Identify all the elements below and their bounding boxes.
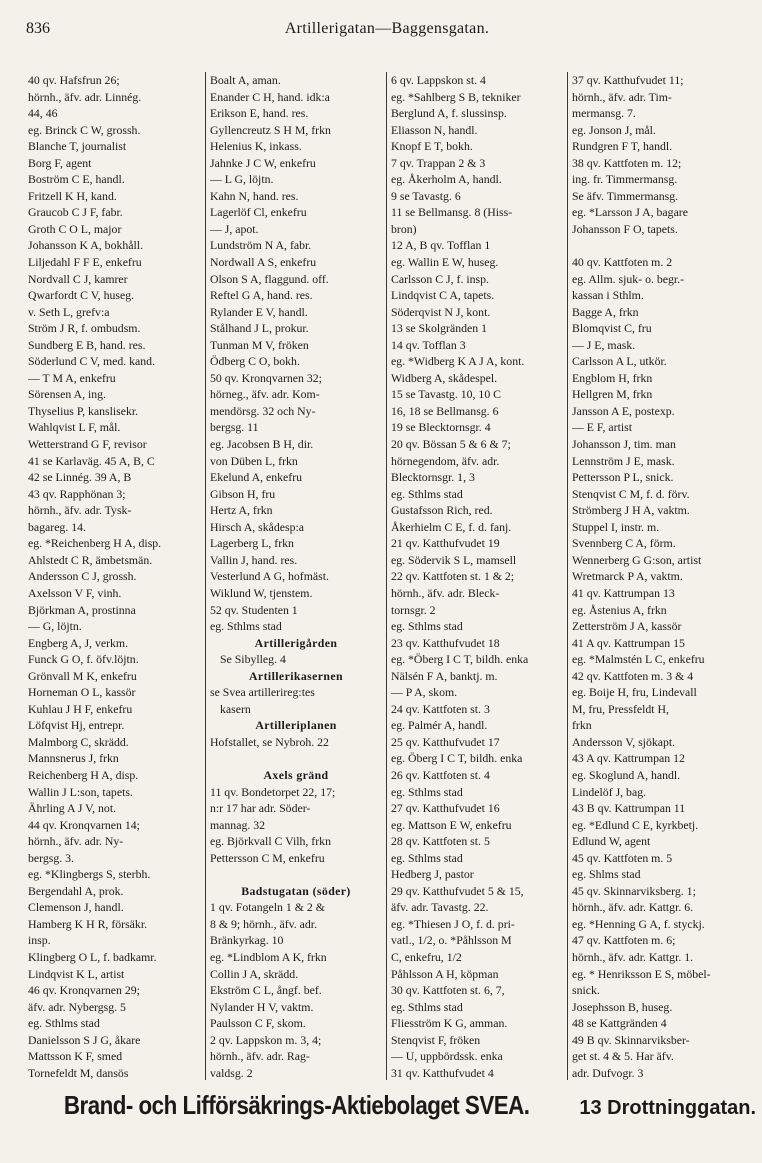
directory-entry: Gyllencreutz S H M, frkn	[210, 122, 331, 137]
directory-entry: 6 qv. Lappskon st. 4	[391, 73, 486, 87]
directory-entry: Mannsnerus J, frkn	[28, 751, 119, 766]
directory-entry: eg. *Thiesen J O, f. d. pri-	[391, 916, 515, 931]
directory-entry: bron)	[391, 221, 417, 236]
directory-entry: 22 qv. Kattfoten st. 1 & 2;	[391, 569, 515, 584]
directory-entry: eg. *Öberg I C T, bildh. enka	[391, 652, 529, 667]
directory-columns	[24, 72, 748, 1080]
directory-entry: vatl., 1/2, o. *Påhlsson M	[391, 933, 512, 948]
directory-entry: eg. *Lindblom A K, frkn	[210, 949, 327, 964]
directory-entry: 21 qv. Katthufvudet 19	[391, 536, 500, 551]
directory-entry: Nälsén F A, banktj. m.	[391, 668, 498, 683]
directory-entry: eg. Sthlms stad	[28, 1016, 100, 1031]
directory-entry: 2 qv. Lappskon m. 3, 4;	[210, 1032, 322, 1047]
directory-entry: Hedberg J, pastor	[391, 867, 474, 882]
directory-entry: eg. Boije H, fru, Lindevall	[572, 685, 697, 700]
directory-entry: Björkman A, prostinna	[28, 602, 136, 617]
directory-entry: Lindqvist C A, tapets.	[391, 288, 495, 303]
directory-entry: eg. Skoglund A, handl.	[572, 767, 681, 782]
directory-entry: 11 qv. Bondetorpet 22, 17;	[210, 784, 336, 799]
directory-entry: Wretmarck P A, vaktm.	[572, 569, 683, 584]
directory-entry: Thyselius P, kanslisekr.	[28, 403, 139, 418]
directory-entry: hörnh., äfv. adr. Kattgr. 1.	[572, 949, 694, 964]
directory-entry: bagareg. 14.	[28, 519, 86, 534]
directory-entry: 30 qv. Kattfoten st. 6, 7,	[391, 983, 505, 998]
directory-entry: Ekström C L, ångf. bef.	[210, 983, 322, 998]
directory-entry: Ährling A J V, not.	[28, 801, 117, 816]
directory-entry: Kuhlau J H F, enkefru	[28, 701, 133, 716]
directory-column-2	[205, 72, 386, 1080]
directory-entry: eg. *Sahlberg S B, tekniker	[391, 89, 521, 104]
directory-entry: — L G, löjtn.	[210, 172, 274, 187]
directory-entry: eg. Palmér A, handl.	[391, 718, 488, 733]
directory-entry: Jahnke J C W, enkefru	[210, 155, 316, 170]
directory-entry: Klingberg O L, f. badkamr.	[28, 949, 157, 964]
directory-entry: 41 se Karlaväg. 45 A, B, C	[28, 453, 155, 468]
street-heading: Badstugatan (söder)	[241, 883, 351, 898]
directory-entry: Strömberg J H A, vaktm.	[572, 503, 690, 518]
directory-entry: — J, apot.	[210, 221, 259, 236]
directory-entry: Stenqvist F, fröken	[391, 1032, 481, 1047]
directory-entry: Clemenson J, handl.	[28, 900, 124, 915]
directory-entry: Graucob C J F, fabr.	[28, 205, 123, 220]
directory-entry: Liljedahl F F E, enkefru	[28, 255, 142, 270]
directory-entry: Helenius K, inkass.	[210, 139, 302, 154]
directory-entry: — E F, artist	[572, 420, 633, 435]
directory-entry: Andersson C J, grossh.	[28, 569, 137, 584]
directory-entry: Fliesström K G, amman.	[391, 1016, 508, 1031]
directory-entry: eg. Sthlms stad	[391, 619, 463, 634]
directory-entry: Hertz A, frkn	[210, 503, 273, 518]
directory-entry: Åkerhielm C E, f. d. fanj.	[391, 519, 512, 534]
directory-entry: Nordwall A S, enkefru	[210, 255, 317, 270]
directory-entry: Nylander H V, vaktm.	[210, 999, 314, 1014]
directory-entry: Lennström J E, mask.	[572, 453, 675, 468]
directory-entry: Nordvall C J, kamrer	[28, 271, 128, 286]
directory-entry: Bergendahl A, prok.	[28, 883, 124, 898]
directory-entry: Edlund W, agent	[572, 834, 651, 849]
directory-entry: 26 qv. Kattfoten st. 4	[391, 767, 490, 782]
directory-entry: Sundberg E B, hand. res.	[28, 337, 146, 352]
directory-entry: Söderqvist N J, kont.	[391, 304, 491, 319]
directory-entry: Gustafsson Rich, red.	[391, 503, 493, 518]
directory-entry: mannag. 32	[210, 817, 266, 832]
directory-entry: 43 qv. Rapphönan 3;	[28, 486, 126, 501]
directory-entry: eg. *Klingbergs S, sterbh.	[28, 867, 151, 882]
street-heading: Artillerigården	[254, 635, 338, 650]
directory-entry: eg. Jacobsen B H, dir.	[210, 437, 314, 452]
directory-entry: Bränkyrkag. 10	[210, 933, 284, 948]
directory-entry: Widberg A, skådespel.	[391, 370, 498, 385]
directory-entry: eg. Brinck C W, grossh.	[28, 122, 141, 137]
directory-entry: 45 qv. Kattfoten m. 5	[572, 850, 673, 865]
directory-entry: Erikson E, hand. res.	[210, 106, 309, 121]
directory-entry: 11 se Bellmansg. 8 (Hiss-	[391, 205, 513, 220]
page-number: 836	[26, 20, 50, 37]
directory-entry: Josephsson B, huseg.	[572, 999, 673, 1014]
directory-entry: Engblom H, frkn	[572, 370, 653, 385]
directory-entry: — P A, skom.	[391, 685, 458, 700]
directory-column-4	[567, 72, 748, 1080]
directory-entry: hörnh., äfv. adr. Bleck-	[391, 585, 500, 600]
directory-entry: von Düben L, frkn	[210, 453, 298, 468]
directory-entry: eg. Sthlms stad	[391, 486, 463, 501]
directory-entry: C, enkefru, 1/2	[391, 949, 462, 964]
directory-entry: Blomqvist C, fru	[572, 321, 652, 336]
directory-entry: eg. *Malmstén L C, enkefru	[572, 652, 705, 667]
directory-entry: mermansg. 7.	[572, 106, 636, 121]
directory-entry: Knopf E T, bokh.	[391, 139, 473, 154]
directory-entry: Blanche T, journalist	[28, 139, 127, 154]
directory-entry: Svennberg C A, förm.	[572, 536, 676, 551]
directory-entry: Andersson V, sjökapt.	[572, 734, 676, 749]
directory-entry	[572, 237, 744, 254]
directory-entry: Ström J R, f. ombudsm.	[28, 321, 141, 336]
directory-entry: valdsg. 2	[210, 1065, 253, 1080]
directory-entry: 42 se Linnég. 39 A, B	[28, 470, 132, 485]
directory-entry: 23 qv. Katthufvudet 18	[391, 635, 500, 650]
directory-entry: tornsgr. 2	[391, 602, 436, 617]
directory-entry: Stålhand J L, prokur.	[210, 321, 309, 336]
directory-entry: 1 qv. Fotangeln 1 & 2 &	[210, 900, 325, 915]
directory-entry: eg. Öberg I C T, bildh. enka	[391, 751, 523, 766]
directory-entry: Hofstallet, se Nybroh. 22	[210, 734, 329, 749]
directory-entry: Se äfv. Timmermansg.	[572, 188, 679, 203]
directory-entry: bergsg. 3.	[28, 850, 74, 865]
directory-entry: 13 se Skolgränden 1	[391, 321, 487, 336]
directory-entry: eg. Wallin E W, huseg.	[391, 255, 499, 270]
street-heading: Axels gränd	[263, 767, 329, 782]
directory-entry: Axelsson V F, vinh.	[28, 585, 122, 600]
directory-entry: eg. Sthlms stad	[210, 619, 282, 634]
directory-entry: M, fru, Pressfeldt H,	[572, 701, 669, 716]
directory-entry: Pettersson P L, snick.	[572, 470, 674, 485]
directory-entry: Eliasson N, handl.	[391, 122, 478, 137]
street-heading: Artillerikasernen	[249, 668, 343, 683]
directory-entry: Zetterström J A, kassör	[572, 619, 682, 634]
directory-entry: 52 qv. Studenten 1	[210, 602, 298, 617]
directory-entry: äfv. adr. Nybergsg. 5	[28, 999, 126, 1014]
directory-entry: v. Seth L, grefv:a	[28, 304, 110, 319]
advertisement-footer	[26, 1090, 757, 1140]
directory-column-1	[24, 72, 205, 1080]
page-title: Artillerigatan—Baggensgatan.	[284, 20, 490, 37]
directory-entry: 40 qv. Hafsfrun 26;	[28, 73, 120, 87]
directory-entry: 40 qv. Kattfoten m. 2	[572, 255, 673, 270]
directory-column-3	[386, 72, 567, 1080]
directory-entry: 47 qv. Kattfoten m. 6;	[572, 933, 676, 948]
directory-entry: Lindqvist K L, artist	[28, 966, 125, 981]
directory-entry: 43 B qv. Kattrumpan 11	[572, 801, 686, 816]
directory-entry: Rylander E V, handl.	[210, 304, 308, 319]
directory-entry: 28 qv. Kattfoten st. 5	[391, 834, 490, 849]
directory-entry: Fritzell K H, kand.	[28, 188, 117, 203]
directory-entry: bergsg. 11	[210, 420, 259, 435]
directory-entry: hörnh., äfv. adr. Tysk-	[28, 503, 132, 518]
directory-entry: 8 & 9; hörnh., äfv. adr.	[210, 916, 318, 931]
directory-entry: eg. Åkerholm A, handl.	[391, 172, 502, 187]
page-header	[26, 18, 748, 42]
directory-entry: hörnh., äfv. adr. Kattgr. 6.	[572, 900, 694, 915]
directory-entry: Lindelöf J, bag.	[572, 784, 647, 799]
directory-entry: Wetterstrand G F, revisor	[28, 437, 147, 452]
directory-entry: eg. * Henriksson E S, möbel-	[572, 966, 711, 981]
directory-entry: Lagerlöf Cl, enkefru	[210, 205, 307, 220]
directory-entry: Wallin J L:son, tapets.	[28, 784, 133, 799]
directory-entry: eg. Shlms stad	[572, 867, 641, 882]
advertisement-address: 13 Drottninggatan.	[579, 1097, 757, 1119]
directory-entry: 14 qv. Tofflan 3	[391, 337, 466, 352]
directory-entry: Johansson K A, bokhåll.	[28, 238, 144, 253]
directory-entry: Horneman O L, kassör	[28, 685, 136, 700]
directory-entry: Wiklund W, tjenstem.	[210, 585, 313, 600]
directory-entry: n:r 17 har adr. Söder-	[210, 801, 311, 816]
directory-entry: Enander C H, hand. idk:a	[210, 89, 330, 104]
directory-entry: — U, uppbördssk. enka	[391, 1049, 503, 1064]
directory-entry: eg. Södervik S L, mamsell	[391, 552, 517, 567]
directory-entry: 15 se Tavastg. 10, 10 C	[391, 387, 502, 402]
directory-entry: Paulsson C F, skom.	[210, 1016, 306, 1031]
directory-entry: 49 B qv. Skinnarviksber-	[572, 1032, 690, 1047]
directory-entry: eg. *Widberg K A J A, kont.	[391, 354, 525, 369]
directory-entry: eg. *Reichenberg H A, disp.	[28, 536, 162, 551]
directory-entry: Olson S A, flaggund. off.	[210, 271, 329, 286]
directory-entry: 46 qv. Kronqvarnen 29;	[28, 983, 140, 998]
directory-entry: 31 qv. Katthufvudet 4	[391, 1065, 494, 1080]
directory-entry: 42 qv. Kattfoten m. 3 & 4	[572, 668, 694, 683]
directory-entry: Stenqvist C M, f. d. förv.	[572, 486, 690, 501]
directory-entry: Söderlund C V, med. kand.	[28, 354, 156, 369]
directory-entry: Collin J A, skrädd.	[210, 966, 299, 981]
directory-entry: 38 qv. Kattfoten m. 12;	[572, 155, 682, 170]
directory-entry	[210, 750, 382, 767]
directory-entry: Tornefeldt M, dansös	[28, 1065, 129, 1080]
directory-entry: 37 qv. Katthufvudet 11;	[572, 73, 684, 87]
directory-entry: Borg F, agent	[28, 155, 92, 170]
directory-entry: 7 qv. Trappan 2 & 3	[391, 155, 486, 170]
directory-entry: se Svea artillerireg:tes	[210, 685, 315, 700]
directory-entry: 27 qv. Katthufvudet 16	[391, 801, 500, 816]
directory-entry: Wennerberg G G:son, artist	[572, 552, 702, 567]
directory-entry: Löfqvist Hj, entrepr.	[28, 718, 125, 733]
directory-entry: mendörsg. 32 och Ny-	[210, 403, 316, 418]
directory-entry: Tunman M V, fröken	[210, 337, 309, 352]
directory-entry: 44 qv. Kronqvarnen 14;	[28, 817, 140, 832]
directory-entry: 48 se Kattgränden 4	[572, 1016, 667, 1031]
directory-entry: get st. 4 & 5. Har äfv.	[572, 1049, 674, 1064]
directory-entry: Rundgren F T, handl.	[572, 139, 673, 154]
directory-entry: — J E, mask.	[572, 337, 636, 352]
directory-entry: Berglund A, f. slussinsp.	[391, 106, 507, 121]
directory-entry: 50 qv. Kronqvarnen 32;	[210, 370, 322, 385]
directory-entry: Johansson J, tim. man	[572, 437, 676, 452]
directory-entry: Grönvall M K, enkefru	[28, 668, 137, 683]
directory-entry: hörnegendom, äfv. adr.	[391, 453, 500, 468]
directory-entry: frkn	[572, 718, 592, 733]
directory-entry	[210, 866, 382, 883]
directory-entry: Pettersson C M, enkefru	[210, 850, 325, 865]
directory-entry: kasern	[220, 701, 251, 716]
directory-entry: ing. fr. Timmermansg.	[572, 172, 678, 187]
directory-entry: Boalt A, aman.	[210, 73, 281, 87]
directory-entry: Lundström N A, fabr.	[210, 238, 312, 253]
directory-entry: Johansson F O, tapets.	[572, 221, 678, 236]
directory-entry: Hirsch A, skådesp:a	[210, 519, 305, 534]
directory-entry: hörnh., äfv. adr. Tim-	[572, 89, 672, 104]
directory-entry: snick.	[572, 983, 600, 998]
street-heading: Artilleriplanen	[255, 718, 337, 733]
directory-entry: 41 A qv. Kattrumpan 15	[572, 635, 685, 650]
directory-entry: Påhlsson A H, köpman	[391, 966, 499, 981]
directory-entry: Jansson A E, postexp.	[572, 403, 675, 418]
directory-entry: 20 qv. Bössan 5 & 6 & 7;	[391, 437, 511, 452]
directory-entry: hörnh., äfv. adr. Rag-	[210, 1049, 310, 1064]
directory-entry: eg. Sthlms stad	[391, 784, 463, 799]
directory-entry: 16, 18 se Bellmansg. 6	[391, 403, 499, 418]
directory-entry: — T M A, enkefru	[28, 370, 116, 385]
directory-entry: 12 A, B qv. Tofflan 1	[391, 238, 491, 253]
directory-entry: Engberg A, J, verkm.	[28, 635, 129, 650]
directory-entry: kassan i Sthlm.	[572, 288, 644, 303]
directory-entry: adr. Dufvogr. 3	[572, 1065, 644, 1080]
directory-entry: 24 qv. Kattfoten st. 3	[391, 701, 490, 716]
directory-entry: Ödberg C O, bokh.	[210, 354, 300, 369]
directory-entry: Groth C O L, major	[28, 221, 122, 236]
directory-entry: eg. Mattson E W, enkefru	[391, 817, 512, 832]
directory-entry: Wahlqvist L F, mål.	[28, 420, 121, 435]
directory-entry: Hellgren M, frkn	[572, 387, 653, 402]
directory-entry: 41 qv. Kattrumpan 13	[572, 585, 675, 600]
directory-entry: Mattsson K F, smed	[28, 1049, 123, 1064]
directory-entry: eg. Sthlms stad	[391, 850, 463, 865]
directory-entry: Blecktornsgr. 1, 3	[391, 470, 475, 485]
directory-entry: insp.	[28, 933, 51, 948]
directory-entry: — G, löjtn.	[28, 619, 82, 634]
directory-entry: Reftel G A, hand. res.	[210, 288, 313, 303]
directory-entry: Lagerberg L, frkn	[210, 536, 294, 551]
directory-entry: äfv. adr. Tavastg. 22.	[391, 900, 489, 915]
directory-entry: Bagge A, frkn	[572, 304, 639, 319]
directory-entry: Qwarfordt C V, huseg.	[28, 288, 135, 303]
directory-entry: Carlsson A L, utkör.	[572, 354, 667, 369]
directory-entry: Boström C E, handl.	[28, 172, 125, 187]
directory-entry: eg. Jonson J, mål.	[572, 122, 656, 137]
directory-entry: Stuppel I, instr. m.	[572, 519, 660, 534]
directory-entry: 25 qv. Katthufvudet 17	[391, 734, 500, 749]
directory-entry: 43 A qv. Kattrumpan 12	[572, 751, 685, 766]
directory-entry: hörneg., äfv. adr. Kom-	[210, 387, 320, 402]
directory-entry: 29 qv. Katthufvudet 5 & 15,	[391, 883, 524, 898]
directory-entry: Malmborg C, skrädd.	[28, 734, 129, 749]
directory-entry: Carlsson C J, f. insp.	[391, 271, 489, 286]
directory-entry: Funck G O, f. öfv.löjtn.	[28, 652, 139, 667]
directory-entry: eg. *Henning G A, f. styckj.	[572, 916, 705, 931]
directory-entry: eg. Björkvall C Vilh, frkn	[210, 834, 331, 849]
advertisement-text: Brand- och Lifförsäkrings-Aktiebolaget SVEA.	[63, 1090, 530, 1120]
directory-entry: 19 se Blecktornsgr. 4	[391, 420, 491, 435]
directory-entry: Vesterlund A G, hofmäst.	[210, 569, 329, 584]
directory-entry: Ekelund A, enkefru	[210, 470, 303, 485]
directory-entry: Sörensen A, ing.	[28, 387, 106, 402]
directory-entry: Danielsson S J G, åkare	[28, 1032, 141, 1047]
directory-entry: Reichenberg H A, disp.	[28, 767, 139, 782]
directory-entry: hörnh., äfv. adr. Linnég.	[28, 89, 142, 104]
directory-entry: eg. *Larsson J A, bagare	[572, 205, 688, 220]
directory-entry: Hamberg K H R, försäkr.	[28, 916, 148, 931]
directory-entry: Se Sibylleg. 4	[220, 652, 286, 667]
directory-entry: Ahlstedt C R, ämbetsmän.	[28, 552, 153, 567]
directory-entry: Gibson H, fru	[210, 486, 276, 501]
directory-entry: 44, 46	[28, 106, 58, 121]
directory-entry: Vallin J, hand. res.	[210, 552, 298, 567]
directory-entry: 45 qv. Skinnarviksberg. 1;	[572, 883, 696, 898]
directory-entry: eg. *Edlund C E, kyrkbetj.	[572, 817, 699, 832]
directory-entry: Kahn N, hand. res.	[210, 188, 299, 203]
directory-entry: eg. Åstenius A, frkn	[572, 602, 667, 617]
directory-entry: hörnh., äfv. adr. Ny-	[28, 834, 124, 849]
directory-entry: 9 se Tavastg. 6	[391, 188, 461, 203]
directory-entry: eg. Allm. sjuk- o. begr.-	[572, 271, 685, 286]
directory-entry: eg. Sthlms stad	[391, 999, 463, 1014]
